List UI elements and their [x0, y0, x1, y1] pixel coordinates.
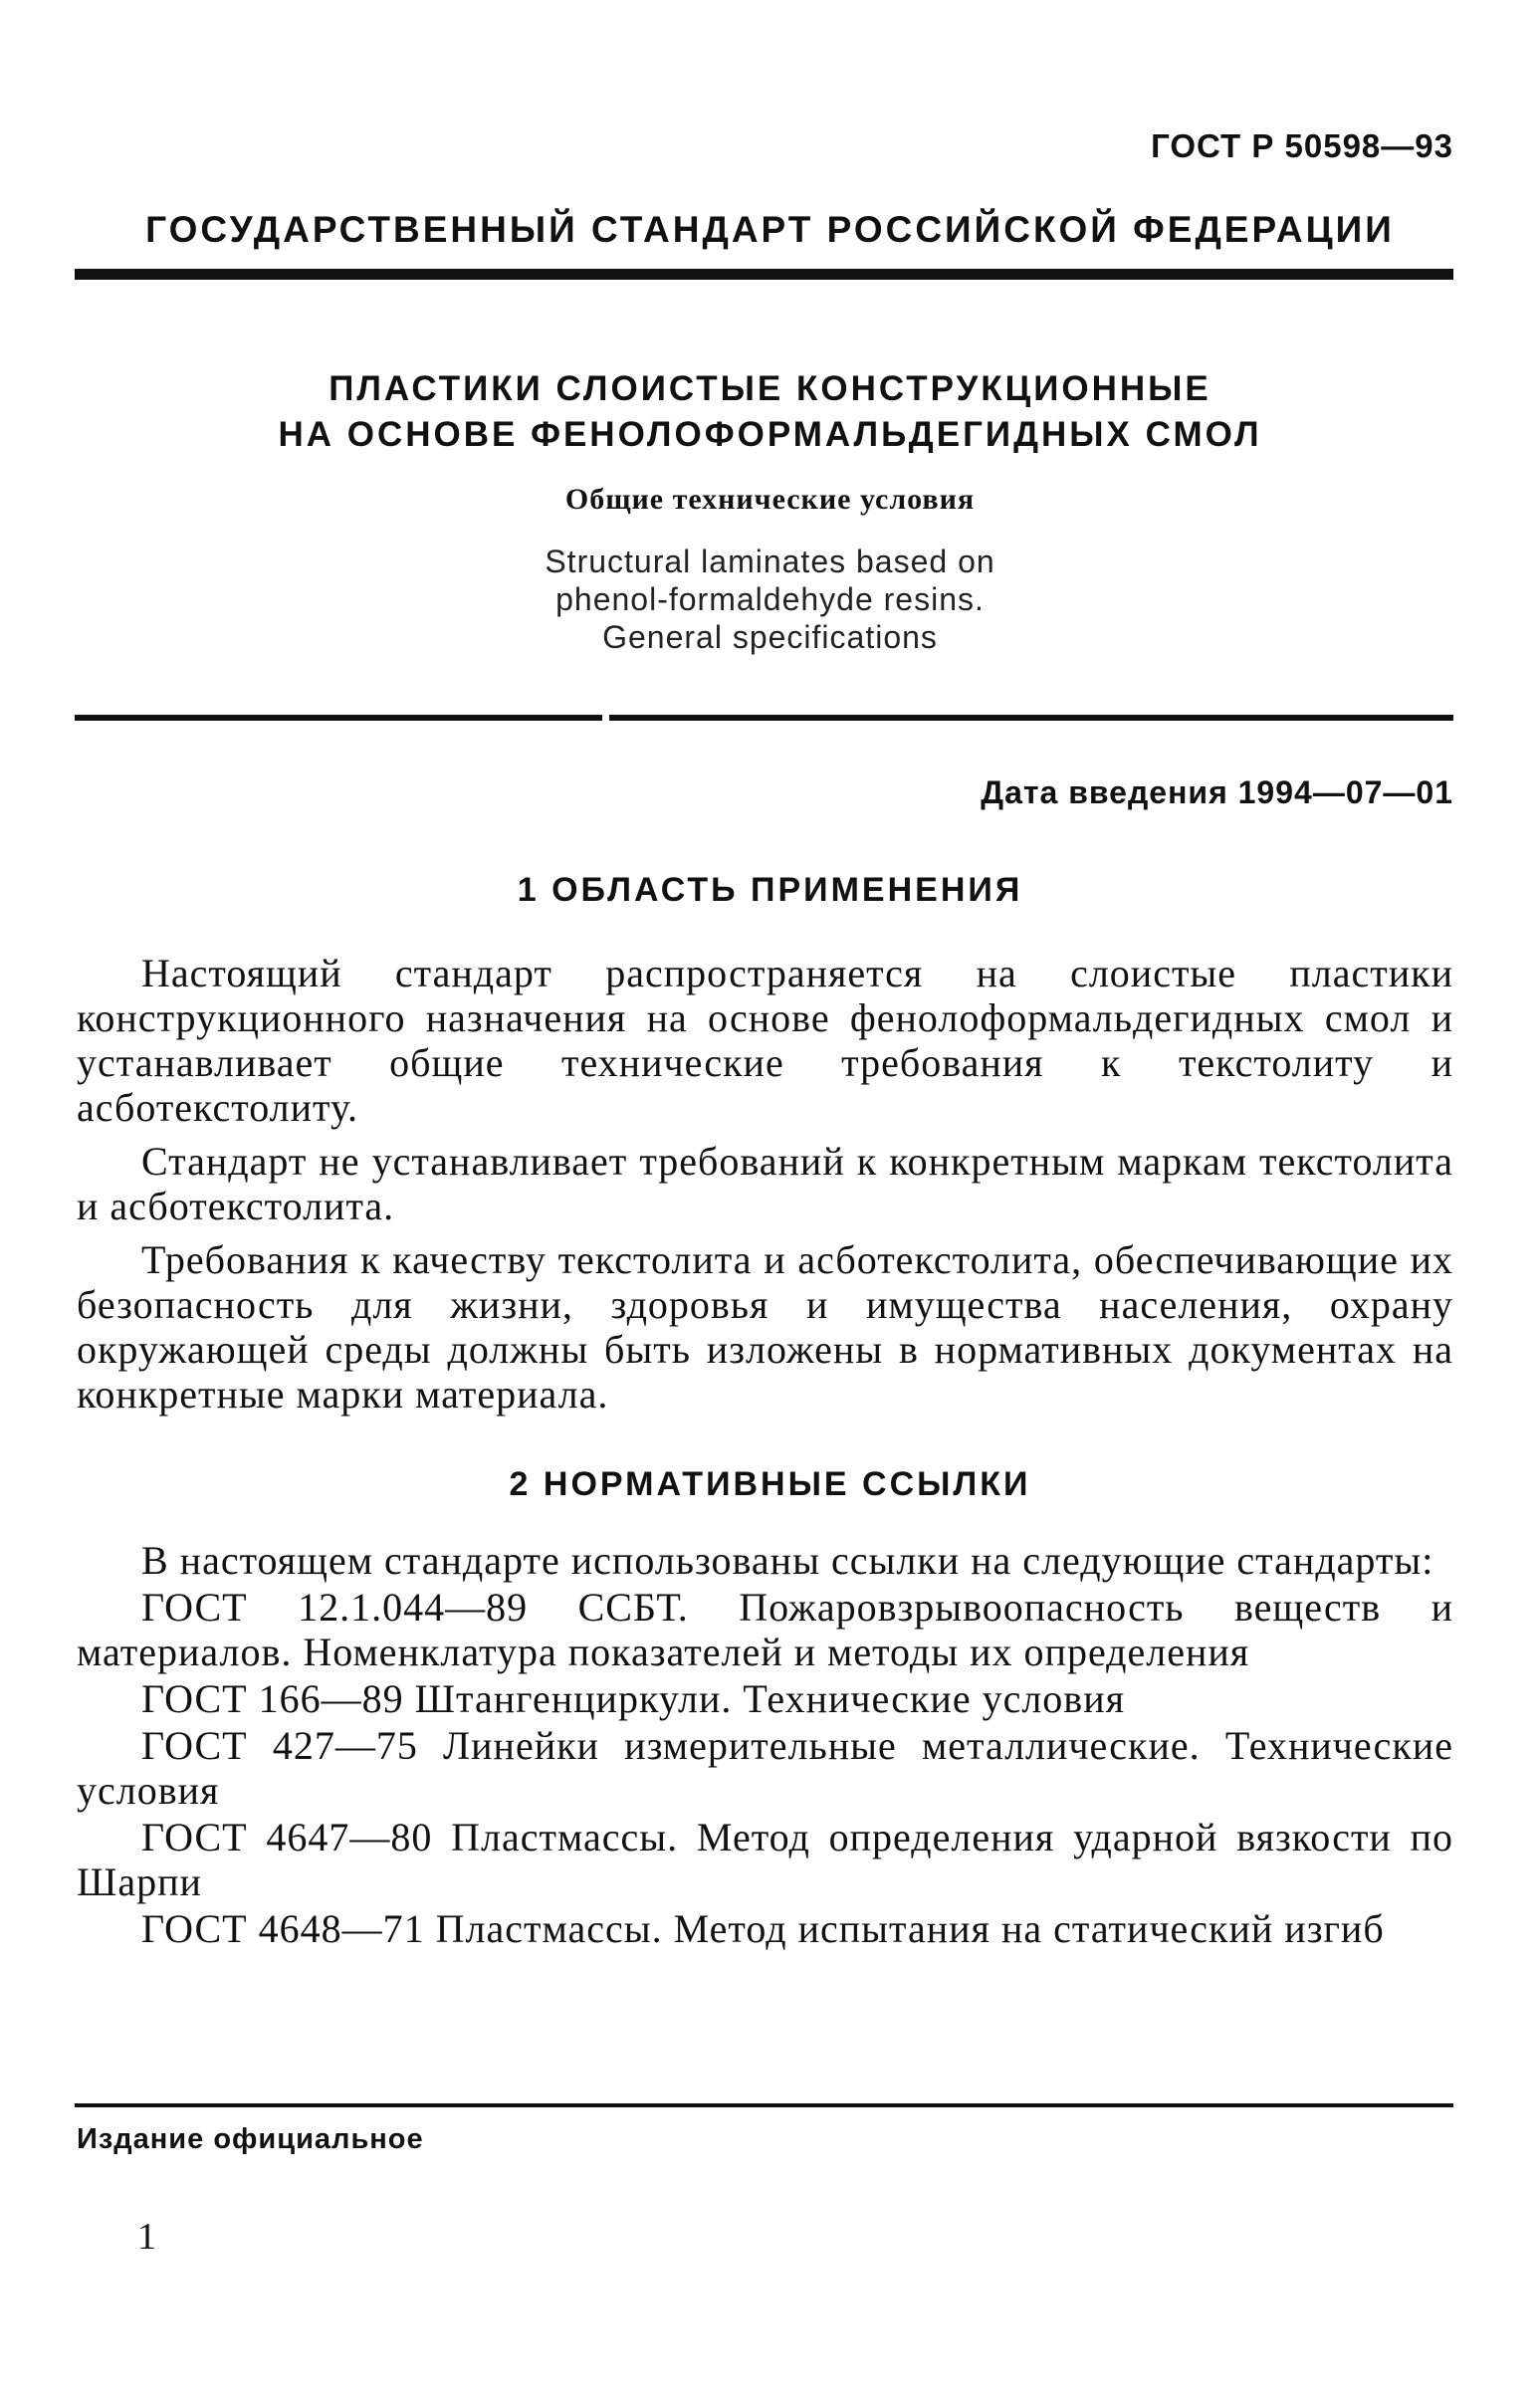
introduction-date: Дата введения 1994—07—01 — [981, 774, 1453, 810]
edition-label: Издание официальное — [77, 2123, 424, 2155]
section-2-paragraph: В настоящем стандарте использованы ссылки на следующие стандарты: — [141, 1538, 1434, 1583]
document-subtitle: Общие технические условия — [564, 483, 976, 516]
title-rule-left — [75, 715, 602, 721]
reference-item: ГОСТ 166—89 Штангенциркули. Технические условия — [141, 1676, 1125, 1721]
document-title — [0, 366, 1540, 458]
section-2-body — [77, 1538, 1453, 1953]
section-1-paragraph: Настоящий стандарт распространяется на слоистые пластики конструкционного назначения на основе фенолоформальдегидных смол и устанавливает общие технические требования к текстолиту и асботекстолиту. — [77, 951, 1453, 1130]
header-rule — [75, 269, 1453, 280]
section-2-heading: 2 НОРМАТИВНЫЕ ССЫЛКИ — [509, 1465, 1031, 1503]
title-line-1: ПЛАСТИКИ СЛОИСТЫЕ КОНСТРУКЦИОННЫЕ — [329, 369, 1211, 408]
section-1-paragraph: Стандарт не устанавливает требований к конкретным маркам текстолита и асботекстолита. — [77, 1139, 1453, 1228]
english-title-line-1: Structural laminates based on — [545, 544, 995, 579]
english-title-line-3: General specifications — [602, 619, 938, 655]
english-title — [0, 543, 1540, 656]
gost-number: ГОСТ Р 50598—93 — [1151, 127, 1453, 164]
footer-rule — [75, 2103, 1453, 2107]
reference-item: ГОСТ 427—75 Линейки измерительные металлические. Технические условия — [77, 1723, 1453, 1813]
reference-item: ГОСТ 4647—80 Пластмассы. Метод определения ударной вязкости по Шарпи — [77, 1815, 1453, 1904]
title-line-2: НА ОСНОВЕ ФЕНОЛОФОРМАЛЬДЕГИДНЫХ СМОЛ — [278, 415, 1262, 454]
title-rule-right — [609, 715, 1453, 721]
state-standard-heading: ГОСУДАРСТВЕННЫЙ СТАНДАРТ РОССИЙСКОЙ ФЕДЕРАЦИИ — [145, 209, 1395, 250]
reference-item: ГОСТ 4648—71 Пластмассы. Метод испытания на статический изгиб — [141, 1906, 1385, 1951]
section-1-body — [77, 951, 1453, 1425]
english-title-line-2: phenol-formaldehyde resins. — [555, 581, 985, 617]
page-number: 1 — [137, 2216, 156, 2258]
section-1-heading: 1 ОБЛАСТЬ ПРИМЕНЕНИЯ — [517, 871, 1023, 909]
reference-item: ГОСТ 12.1.044—89 ССБТ. Пожаровзрывоопасность веществ и материалов. Номенклатура показателей и методы их определения — [77, 1585, 1453, 1674]
section-1-paragraph: Требования к качеству текстолита и асботекстолита, обеспечивающие их безопасность для жизни, здоровья и имущества населения, охрану окружающей среды должны быть изложены в нормативных документах на конкретные марки материала. — [77, 1237, 1453, 1417]
